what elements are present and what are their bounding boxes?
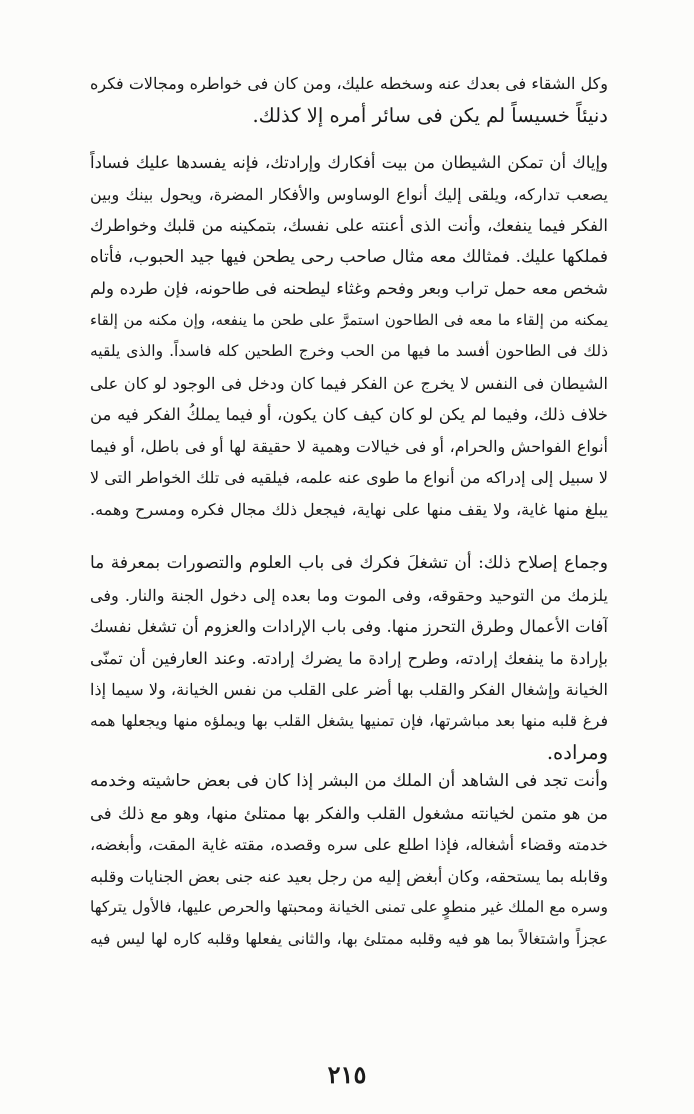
text-line: ذلك فى الطاحون أفسد ما فيها من الحب وخرج الطحين كله فاسداً. والذى يلقيه: [90, 342, 608, 360]
text-line: وكل الشقاء فى بعدك عنه وسخطه عليك، ومن كان فى خواطره ومجالات فكره: [90, 74, 608, 93]
text-line: أنواع الفواحش والحرام، أو فى خيالات وهمية لا حقيقة لها أو فى باطل، أو فيما: [90, 436, 608, 456]
text-line: وأنت تجد فى الشاهد أن الملك من البشر إذا كان فى بعض حاشيته وخدمه: [90, 771, 608, 791]
text-line: آفات الأعمال وطرق التحرز منها. وفى باب الإرادات والعزوم أن تشغل نفسك: [90, 617, 608, 636]
text-line: دنيئاً خسيساً لم يكن فى سائر أمره إلا كذلك.: [252, 103, 608, 127]
text-line: يلزمك من التوحيد وحقوقه، وفى الموت وما بعده إلى دخول الجنة والنار. وفى: [90, 585, 608, 605]
text-line: الفكر فيما ينفعك، وأنت الذى أعنته على نفسك، بتمكينه من قلبك وخواطرك: [90, 216, 608, 235]
paragraph-4: [90, 766, 608, 955]
text-line: فملكها عليك. فمثالك معه مثال صاحب رحى يطحن فيها جيد الحبوب، فأتاه: [90, 246, 608, 267]
text-line: عجزاً واشتغالاً بما هو فيه وقلبه ممتلئ بها، والثانى يفعلها وقلبه كاره لها ليس فيه: [90, 929, 608, 948]
text-line: بإرادة ما ينفعك إرادته، وطرح إرادة ما يضرك إرادته. وعند العارفين أن تمنّى: [90, 648, 608, 668]
text-line: وسره مع الملك غير منطوٍ على تمنى الخيانة ومحبتها والحرص عليها، فالأول يتركها: [90, 898, 608, 916]
text-line: فرغ قلبه منها بعد مباشرتها، فإن تمنيها يشغل القلب بها ويملؤه منها ويجعلها همه: [90, 711, 608, 730]
page-number: ٢١٥: [327, 1060, 367, 1089]
text-line: خدمته وقضاء أشغاله، فإذا اطلع على سره وقصده، مقته غاية المقت، وأبغضه،: [90, 835, 608, 854]
text-line: الخيانة وإشغال الفكر والقلب بها أضر على القلب من نفس الخيانة، ولا سيما إذا: [90, 680, 608, 699]
text-line: من هو متمن لخيانته مشغول القلب والفكر بها ممتلئ منها، وهو مع ذلك فى: [90, 803, 608, 823]
text-line: ومراده.: [546, 741, 608, 764]
text-line: وجماع إصلاح ذلك: أن تشغلَ فكرك فى باب العلوم والتصورات بمعرفة ما: [90, 553, 608, 573]
text-line: وقابله بما يستحقه، وكان أبغض إليه من رجل بعيد عنه جنى بعض الجنايات وقلبه: [90, 866, 608, 886]
paragraph-1: [90, 68, 608, 131]
text-line: خلاف ذلك، وفيما لم يكن لو كان كيف كان يكون، أو فيما يملكُ الفكر فيه من: [90, 405, 608, 424]
paragraph-2: [90, 147, 608, 525]
text-line: يصعب تداركه، ويلقى إليك أنواع الوساوس والأفكار المضرة، ويحول بينك وبين: [90, 184, 608, 204]
text-line: يمكنه من إلقاء ما معه فى الطاحون استمرَّ على طحن ما ينفعه، وإن مكنه من إلقاء: [90, 310, 608, 329]
text-line: شخص معه حمل تراب وبعر وفحم وغثاء ليطحنه فى طاحونه، فإن طرده ولم: [90, 279, 608, 298]
text-line: يبلغ منها غاية، ولا يقف منها على نهاية، فيجعل ذلك مجال فكره ومسرح وهمه.: [90, 499, 608, 519]
paragraph-3: [90, 548, 608, 769]
text-line: لا سبيل إلى إدراكه من أنواع ما طوى عنه علمه، فيلقيه فى تلك الخواطر التى لا: [90, 468, 608, 487]
text-line: الشيطان فى النفس لا يخرج عن الفكر فيما كان ودخل فى الوجود لو كان على: [90, 373, 608, 393]
text-line: وإياك أن تمكن الشيطان من بيت أفكارك وإرادتك، فإنه يفسدها عليك فساداً: [90, 153, 608, 172]
